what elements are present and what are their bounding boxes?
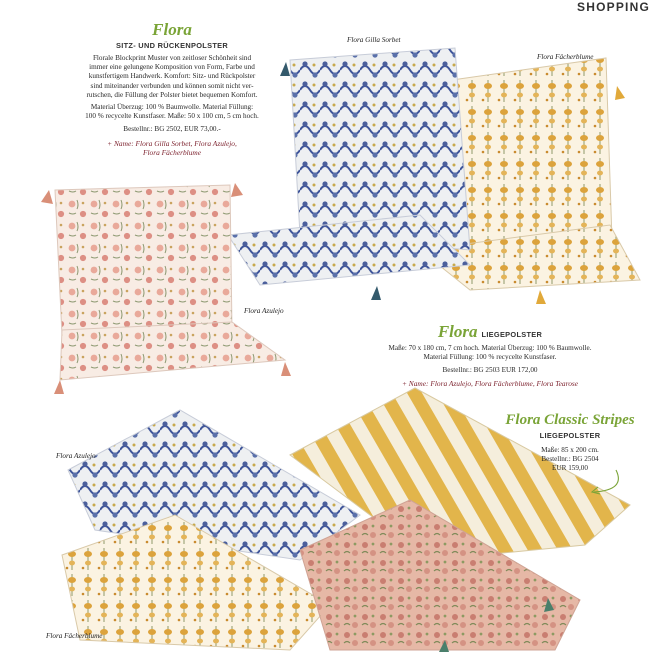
caption-azulejo-bottom: Flora Azulejo bbox=[56, 452, 96, 460]
desc-line: kunstfertigem Handwerk. Komfort: Sitz- und Rückpolster bbox=[88, 72, 256, 81]
desc-line: sind miteinander verbunden und können somit nicht ver- bbox=[90, 81, 254, 90]
product2-variants: + Name: Flora Azulejo, Flora Fächerblume, Flora Tearose bbox=[401, 378, 579, 388]
product2-description bbox=[330, 344, 650, 362]
desc-line: Material Überzug: 100 % Baumwolle. Material Füllung: bbox=[90, 103, 254, 112]
product2-block bbox=[330, 322, 650, 388]
detail-line: EUR 159,00 bbox=[552, 464, 588, 473]
desc-line: immer eine gelungene Komposition von Form, Farbe und bbox=[89, 63, 255, 72]
desc-line: Maße: 70 x 180 cm, 7 cm hoch. Material Überzug: 100 % Baumwolle. bbox=[388, 344, 592, 352]
cushion-azulejo-chair bbox=[41, 183, 291, 394]
caption-gilla-sorbet: Flora Gilla Sorbet bbox=[347, 36, 401, 44]
product2-type: LIEGEPOLSTER bbox=[481, 330, 543, 339]
section-header: SHOPPING bbox=[577, 0, 650, 14]
variants-line: Flora Fächerblume bbox=[142, 147, 202, 157]
variants-line: + Name: Flora Gilla Sorbet, Flora Azulejo, bbox=[107, 138, 237, 148]
product2-order: Bestellnr.: BG 2503 EUR 172,00 bbox=[442, 366, 538, 375]
cushion-gilla-sorbet bbox=[228, 48, 470, 300]
detail-line: Bestellnr.: BG 2504 bbox=[541, 455, 599, 464]
desc-line: 100 % recycelte Kunstfaser. Maße: 50 x 100 cm, 5 cm hoch. bbox=[85, 112, 259, 121]
desc-line: Material Füllung: 100 % recycelte Kunstfaser. bbox=[423, 353, 557, 362]
product3-block bbox=[480, 412, 660, 474]
product1-order: Bestellnr.: BG 2502, EUR 73,00.- bbox=[123, 125, 221, 134]
caption-azulejo-chair: Flora Azulejo bbox=[244, 307, 284, 315]
product3-details bbox=[480, 446, 660, 474]
detail-line: Maße: 85 x 200 cm. bbox=[541, 446, 599, 454]
desc-line: Florale Blockprint Muster von zeitloser Schönheit sind bbox=[92, 54, 252, 62]
product3-type: LIEGEPOLSTER bbox=[539, 431, 601, 440]
desc-line: rutschen, die Füllung der Polster bietet bequemen Komfort. bbox=[86, 90, 258, 99]
caption-faecherblume-top: Flora Fächerblume bbox=[537, 53, 594, 61]
product3-name: Flora Classic Stripes bbox=[505, 412, 635, 428]
product1-name: Flora bbox=[152, 20, 192, 39]
product1-type: SITZ- UND RÜCKENPOLSTER bbox=[115, 41, 228, 50]
caption-faecherblume-bottom: Flora Fächerblume bbox=[46, 632, 103, 640]
product2-name: Flora bbox=[437, 322, 478, 341]
product2-title bbox=[330, 322, 650, 342]
